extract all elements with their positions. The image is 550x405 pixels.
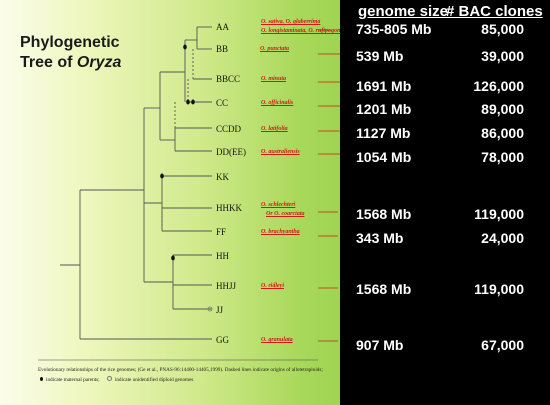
genome-label-ff: FF xyxy=(216,227,227,237)
genome-label-hhjj: HHJJ xyxy=(216,281,237,291)
species-dd: O. australiensis xyxy=(261,149,300,155)
genome-label-hh: HH xyxy=(216,251,229,261)
genome-size-ff: 343 Mb xyxy=(356,230,404,246)
genome-size-bbcc: 1691 Mb xyxy=(356,78,412,94)
genome-size-bb: 539 Mb xyxy=(356,48,404,64)
title-line-2 xyxy=(20,54,121,72)
maternal-parent-dot-4 xyxy=(171,256,175,261)
species-hhjj: O. ridleyi xyxy=(261,283,284,289)
caption-maternal-text: indicate maternal parents; xyxy=(46,377,100,383)
caption-line-2 xyxy=(38,376,193,383)
genome-label-bb: BB xyxy=(216,44,229,54)
bac-clones-bbcc: 126,000 xyxy=(473,78,524,94)
genome-label-hhkk: HHKK xyxy=(216,203,242,213)
species-hhkk-1: O. schlechteri xyxy=(261,202,296,208)
title-line-1: Phylogenetic xyxy=(20,34,120,51)
maternal-parent-dot-0 xyxy=(183,45,187,50)
species-ff: O. brachyantha xyxy=(261,229,300,235)
bac-clones-dd: 78,000 xyxy=(481,149,524,165)
genome-label-aa: AA xyxy=(216,22,229,32)
species-hhkk-2: Or O. coarctata xyxy=(266,211,305,217)
bac-clones-bb: 39,000 xyxy=(481,48,524,64)
genome-label-kk: KK xyxy=(216,172,229,182)
genome-size-gg: 907 Mb xyxy=(356,337,404,353)
bac-clones-hhjj: 119,000 xyxy=(474,281,524,297)
genome-label-gg: GG xyxy=(216,335,229,345)
maternal-parent-dot-icon xyxy=(40,377,43,381)
species-aa-1: O. sativa, O. glaberrima xyxy=(261,19,321,25)
bac-clones-ff: 24,000 xyxy=(481,230,524,246)
caption-line-1: Evolutionary relationships of the rice genomes; (Ge et al., PNAS-96:14400-14405,1999). Dashed lines indicate origins of allotetraploids; xyxy=(38,367,323,373)
header-genome-size: genome size xyxy=(358,3,449,20)
unidentified-genome-circle-icon xyxy=(107,376,112,381)
genome-label-dd: DD(EE) xyxy=(216,147,246,157)
genome-label-bbcc: BBCC xyxy=(216,74,241,84)
genome-size-dd: 1054 Mb xyxy=(356,149,412,165)
maternal-parent-dot-1 xyxy=(186,100,190,105)
species-gg: O. granulata xyxy=(261,337,293,343)
species-ccdd: O. latifolia xyxy=(261,126,288,132)
species-cc: O. officinalis xyxy=(261,100,294,106)
genome-size-cc: 1201 Mb xyxy=(356,101,412,117)
maternal-parent-dot-2 xyxy=(191,100,195,105)
genome-label-ccdd: CCDD xyxy=(216,124,242,134)
bac-clones-hhkk: 119,000 xyxy=(474,206,524,222)
caption-unidentified-text: indicate unidentified diploid genomes xyxy=(114,377,194,383)
title-prefix: Tree of xyxy=(20,54,77,71)
genome-label-cc: CC xyxy=(216,98,229,108)
species-bb: O. punctata xyxy=(260,46,290,52)
species-bbcc: O. minuta xyxy=(261,76,287,82)
bac-clones-aa: 85,000 xyxy=(481,21,524,37)
genome-label-jj: JJ xyxy=(216,305,224,315)
bac-clones-ccdd: 86,000 xyxy=(481,125,524,141)
genome-size-aa: 735-805 Mb xyxy=(356,21,432,37)
title-genus: Oryza xyxy=(76,54,122,71)
species-aa-2: O. longistaminata, O. rufipogon xyxy=(261,28,341,34)
bac-clones-cc: 89,000 xyxy=(481,101,524,117)
maternal-parent-dot-3 xyxy=(160,174,164,179)
genome-size-ccdd: 1127 Mb xyxy=(356,125,411,141)
bac-clones-gg: 67,000 xyxy=(481,337,524,353)
genome-size-hhjj: 1568 Mb xyxy=(356,281,412,297)
genome-size-hhkk: 1568 Mb xyxy=(356,206,412,222)
header-bac-clones: # BAC clones xyxy=(446,3,543,20)
